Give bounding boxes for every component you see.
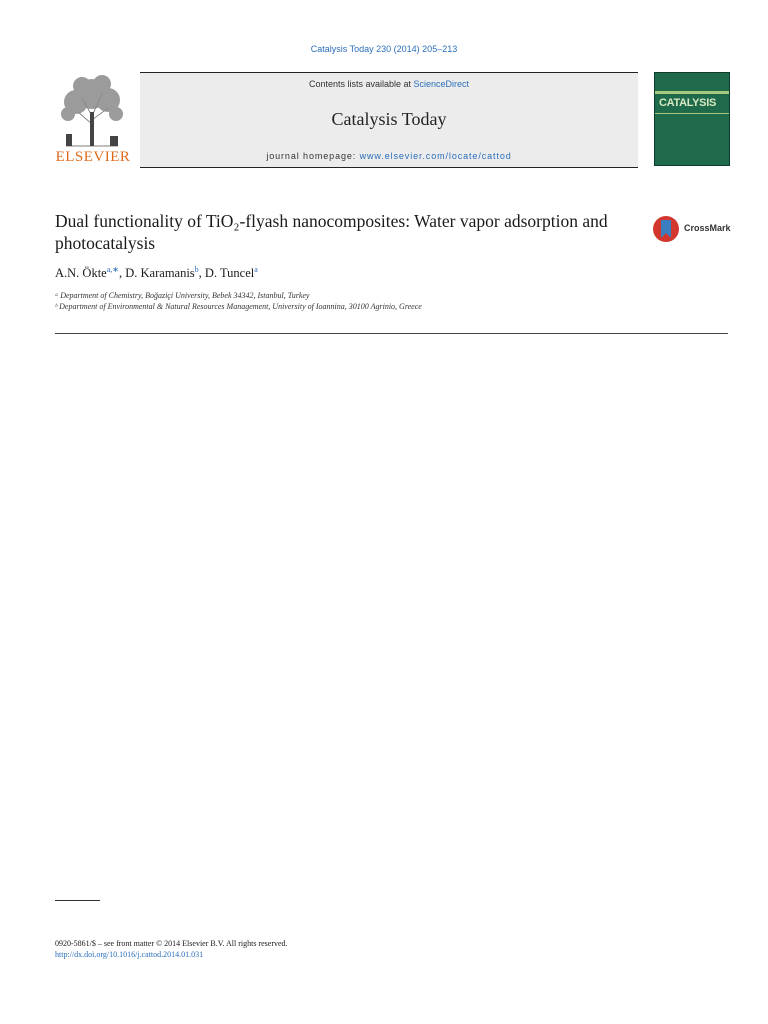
author-1[interactable]: A.N. Ökte xyxy=(55,266,107,281)
author-2[interactable]: D. Karamanis xyxy=(125,266,195,281)
doi-link[interactable]: http://dx.doi.org/10.1016/j.cattod.2014.01.031 xyxy=(55,950,204,959)
author-3-marks[interactable]: a xyxy=(254,265,258,274)
masthead xyxy=(52,72,730,166)
contents-availability xyxy=(140,79,638,89)
page-footer xyxy=(55,938,288,960)
journal-citation[interactable]: Catalysis Today 230 (2014) 205–213 xyxy=(310,44,458,54)
cover-stripe-thin xyxy=(655,113,729,114)
author-2-marks[interactable]: b xyxy=(194,265,199,274)
journal-banner xyxy=(140,72,638,168)
article-title: Dual functionality of TiO₂-flyash nanocomposites: Water vapor adsorption and photocatalysis xyxy=(55,211,608,253)
crossmark-icon xyxy=(652,214,680,244)
author-list: A.N. Ökte$^{a,∗}$, D. Karamanis$^b$, D. Tuncel$^a$ xyxy=(55,265,258,281)
affiliations xyxy=(55,291,422,312)
homepage-link[interactable]: www.elsevier.com/locate/cattod xyxy=(359,151,512,161)
homepage-prefix: journal homepage: xyxy=(266,151,360,161)
author-3[interactable]: D. Tuncel xyxy=(204,266,255,281)
publisher-name: ELSEVIER xyxy=(55,149,131,165)
crossmark-label: CrossMark xyxy=(684,223,731,233)
author-1-marks[interactable]: a,∗ xyxy=(106,265,119,274)
section-rule-top xyxy=(55,333,728,334)
affiliation-b: ᵇ Department of Environmental & Natural Resources Management, University of Ioannina, 30100 Agrinio, Greece xyxy=(55,301,422,311)
issn-line: 0920-5861/$ – see front matter © 2014 Elsevier B.V. All rights reserved. xyxy=(55,939,288,948)
journal-cover-thumbnail[interactable] xyxy=(654,72,730,166)
footnote-rule xyxy=(55,900,100,901)
elsevier-logo xyxy=(52,72,132,166)
journal-name: Catalysis Today xyxy=(331,109,447,129)
contents-prefix: Contents lists available at xyxy=(308,79,414,89)
sciencedirect-link[interactable]: ScienceDirect xyxy=(413,79,470,89)
elsevier-tree-icon xyxy=(52,72,132,148)
cover-stripe xyxy=(655,91,729,94)
crossmark-badge[interactable] xyxy=(652,214,732,246)
cover-title: CATALYSIS xyxy=(659,97,716,109)
affiliation-a: ᵃ Department of Chemistry, Boğaziçi University, Bebek 34342, Istanbul, Turkey xyxy=(55,291,310,300)
journal-homepage xyxy=(140,151,638,161)
